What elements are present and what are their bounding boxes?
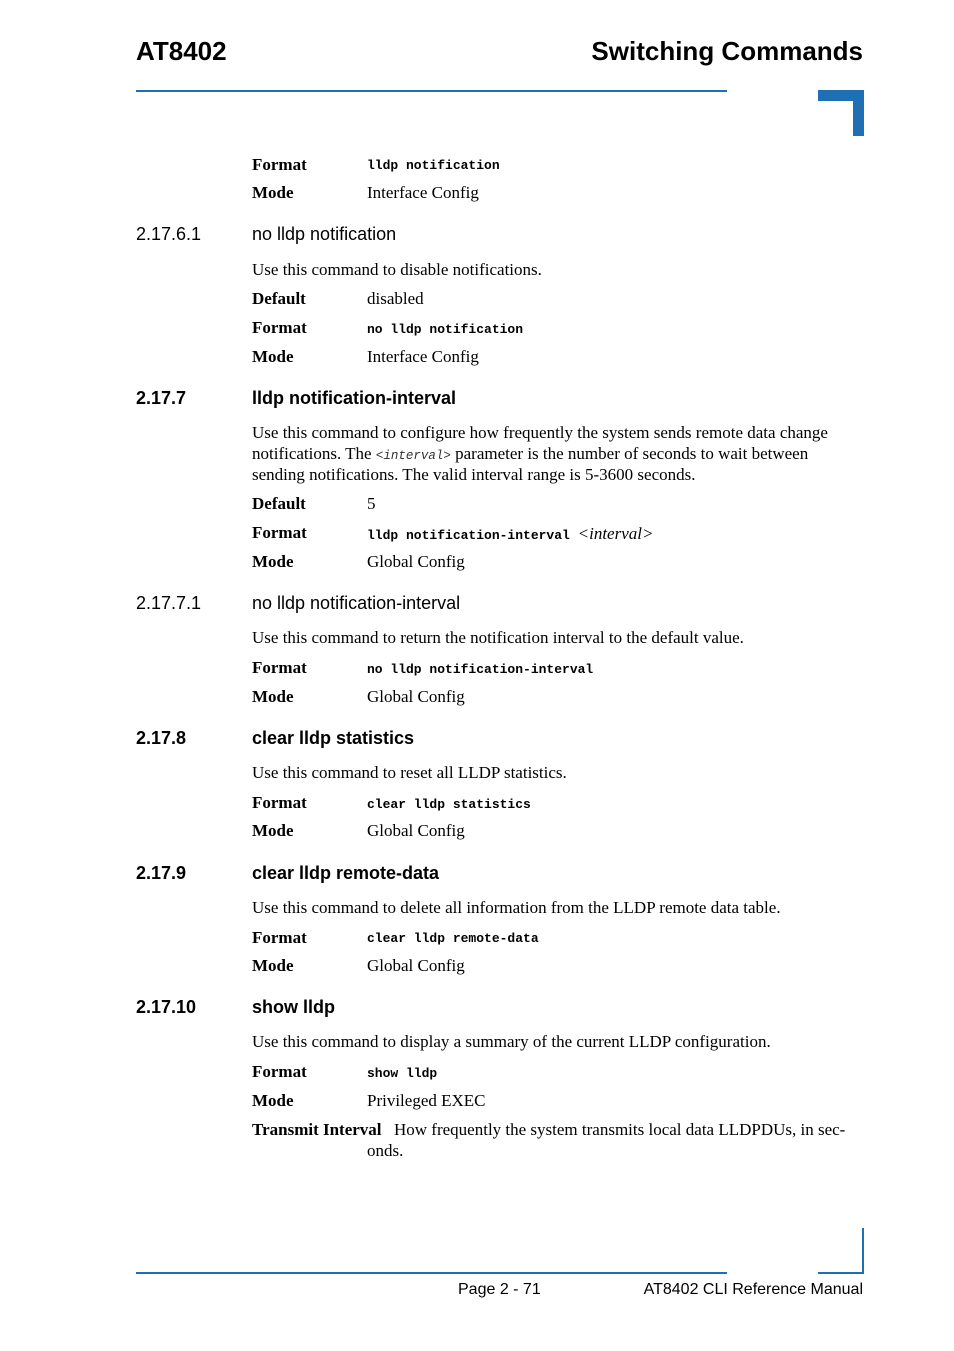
format-value: clear lldp remote-data	[367, 931, 539, 946]
manual-title: AT8402 CLI Reference Manual	[643, 1281, 863, 1298]
format-value	[367, 524, 653, 544]
mode-label: Mode	[252, 687, 294, 706]
section-description: Use this command to display a summary of the current LLDP configuration.	[252, 1032, 771, 1051]
mode-value: Global Config	[367, 552, 465, 571]
mode-label: Mode	[252, 183, 294, 202]
mode-label: Mode	[252, 821, 294, 840]
section-number: 2.17.6.1	[136, 224, 202, 244]
format-value: lldp notification	[367, 158, 500, 173]
mode-value: Interface Config	[367, 183, 479, 202]
description-text: Use this command to configure how frequently the system sends remote data change notifications. The	[252, 423, 828, 463]
section-description: Use this command to delete all information from the LLDP remote data table.	[252, 898, 781, 917]
page-number: Page 2 - 71	[458, 1281, 541, 1298]
section-description	[252, 422, 864, 485]
mode-value: Privileged EXEC	[367, 1091, 486, 1110]
format-label: Format	[252, 318, 307, 337]
section-title: lldp notification-interval	[252, 388, 457, 408]
format-label: Format	[252, 155, 307, 174]
mode-value: Global Config	[367, 956, 465, 975]
format-label: Format	[252, 523, 307, 542]
section-number: 2.17.9	[136, 863, 187, 883]
mode-label: Mode	[252, 347, 294, 366]
section-title: no lldp notification-interval	[252, 593, 461, 613]
format-value: no lldp notification-interval	[367, 662, 594, 677]
term-definition-line-1: How frequently the system transmits local data LLDPDUs, in sec-	[394, 1120, 846, 1139]
mode-label: Mode	[252, 956, 294, 975]
format-value: show lldp	[367, 1066, 438, 1081]
mode-label: Mode	[252, 552, 294, 571]
section-title: show lldp	[252, 997, 335, 1017]
section-number: 2.17.10	[136, 997, 197, 1017]
format-value: clear lldp statistics	[367, 797, 531, 812]
format-label: Format	[252, 793, 307, 812]
description-text: parameter is the number of seconds to wait between sending notifications. The valid interval range is 5-3600 seconds.	[252, 444, 809, 484]
mode-label: Mode	[252, 1091, 294, 1110]
format-command: lldp notification-interval	[367, 528, 578, 543]
format-label: Format	[252, 1062, 307, 1081]
mode-value: Interface Config	[367, 347, 479, 366]
format-label: Format	[252, 658, 307, 677]
format-label: Format	[252, 928, 307, 947]
section-description: Use this command to reset all LLDP statistics.	[252, 763, 567, 782]
mode-value: Global Config	[367, 687, 465, 706]
section-title: no lldp notification	[252, 224, 397, 244]
section-number: 2.17.7.1	[136, 593, 202, 613]
mode-value: Global Config	[367, 821, 465, 840]
default-value: 5	[367, 494, 376, 513]
default-label: Default	[252, 289, 306, 308]
section-number: 2.17.7	[136, 388, 187, 408]
term-definition-line-2: onds.	[367, 1141, 404, 1160]
corner-tab-decoration	[818, 90, 864, 136]
format-value: no lldp notification	[367, 322, 524, 337]
interval-parameter: <interval>	[375, 449, 451, 463]
footer-corner-decoration	[818, 1272, 864, 1274]
footer-rule	[136, 1272, 727, 1274]
section-number: 2.17.8	[136, 728, 187, 748]
section-description: Use this command to disable notifications.	[252, 260, 542, 279]
default-value: disabled	[367, 289, 424, 308]
section-description: Use this command to return the notification interval to the default value.	[252, 628, 744, 647]
header-product: AT8402	[136, 36, 227, 66]
format-parameter: <interval>	[577, 524, 654, 543]
header-rule	[136, 90, 727, 92]
term-label: Transmit Interval	[252, 1120, 382, 1139]
section-title: clear lldp statistics	[252, 728, 415, 748]
section-title: clear lldp remote-data	[252, 863, 440, 883]
default-label: Default	[252, 494, 306, 513]
header-chapter: Switching Commands	[591, 36, 863, 66]
footer-corner-decoration	[862, 1228, 864, 1274]
